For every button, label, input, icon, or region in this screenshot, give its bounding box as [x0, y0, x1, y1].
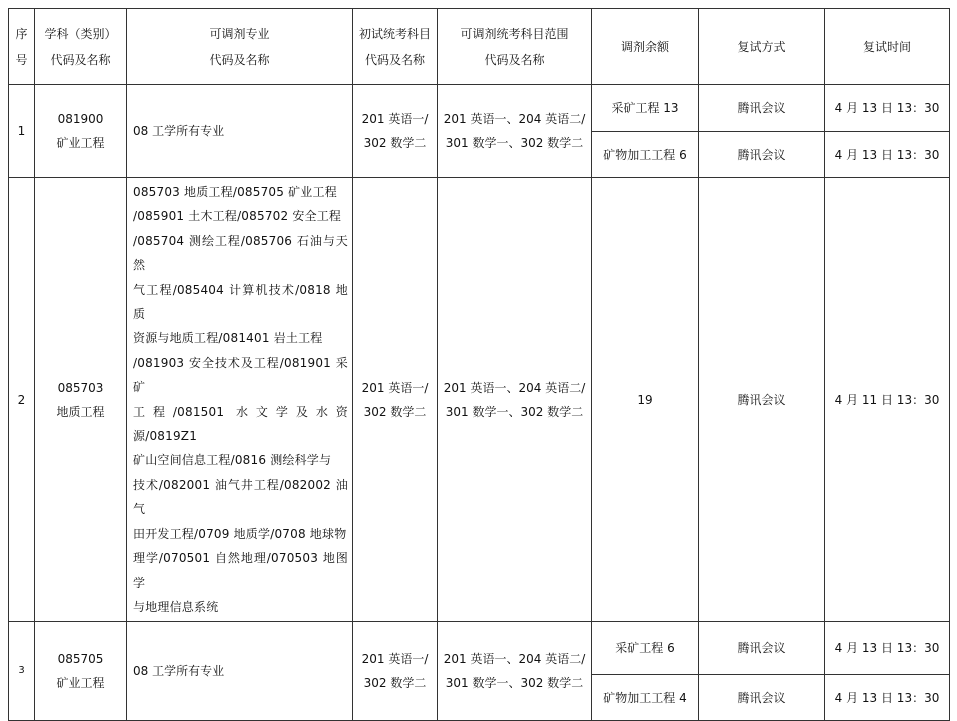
row-discipline: 081900 矿业工程 [35, 85, 127, 178]
row-discipline: 085703 地质工程 [35, 178, 127, 622]
header-adjust-subject-range: 可调剂统考科目范围 代码及名称 [438, 9, 592, 85]
row-seq: 1 [9, 85, 35, 178]
header-adjust-major: 可调剂专业 代码及名称 [127, 9, 353, 85]
row-time: 4 月 13 日 13：30 [825, 85, 950, 132]
row-method: 腾讯会议 [699, 132, 825, 178]
row-adjust-major-list: 085703 地质工程/085705 矿业工程 /085901 土木工程/085702 安全工程 /085704 测绘工程/085706 石油与天然 气工程/085404 计算机技术/0818 地质 资源与地质工程/081401 岩土工程 /081903 安全技术及工程/081901 采矿 工程/081501 水文学及水资源/0819Z1 矿山空间信息工程/0816 测绘科学与 技术/082001 油气井工程/082002 油气 田开发工程/0709 地质学/0708 地球物 理学/070501 自然地理/070503 地图学 与地理信息系统 [127, 178, 353, 622]
row-exam-subjects: 201 英语一/ 302 数学二 [353, 622, 438, 721]
row-quota: 采矿工程 6 [592, 622, 699, 675]
row-quota: 19 [592, 178, 699, 622]
row-seq: 3 [9, 622, 35, 721]
row-time: 4 月 13 日 13：30 [825, 675, 950, 721]
header-time: 复试时间 [825, 9, 950, 85]
row-quota: 矿物加工工程 4 [592, 675, 699, 721]
header-seq: 序 号 [9, 9, 35, 85]
header-discipline: 学科（类别） 代码及名称 [35, 9, 127, 85]
row-adjust-major: 08 工学所有专业 [127, 622, 353, 721]
row-adjust-subject-range: 201 英语一、204 英语二/ 301 数学一、302 数学二 [438, 622, 592, 721]
header-row [9, 9, 950, 85]
row-exam-subjects: 201 英语一/ 302 数学二 [353, 178, 438, 622]
row-adjust-subject-range: 201 英语一、204 英语二/ 301 数学一、302 数学二 [438, 85, 592, 178]
table-row [9, 178, 950, 622]
row-quota: 矿物加工工程 6 [592, 132, 699, 178]
row-method: 腾讯会议 [699, 622, 825, 675]
row-discipline: 085705 矿业工程 [35, 622, 127, 721]
row-adjust-major: 08 工学所有专业 [127, 85, 353, 178]
header-exam-subjects: 初试统考科目 代码及名称 [353, 9, 438, 85]
header-method: 复试方式 [699, 9, 825, 85]
row-exam-subjects: 201 英语一/ 302 数学二 [353, 85, 438, 178]
row-method: 腾讯会议 [699, 85, 825, 132]
header-quota: 调剂余额 [592, 9, 699, 85]
row-time: 4 月 13 日 13：30 [825, 132, 950, 178]
row-adjust-subject-range: 201 英语一、204 英语二/ 301 数学一、302 数学二 [438, 178, 592, 622]
row-time: 4 月 11 日 13：30 [825, 178, 950, 622]
table-row [9, 622, 950, 675]
row-method: 腾讯会议 [699, 178, 825, 622]
row-time: 4 月 13 日 13：30 [825, 622, 950, 675]
row-method: 腾讯会议 [699, 675, 825, 721]
table-row [9, 85, 950, 132]
row-quota: 采矿工程 13 [592, 85, 699, 132]
adjustment-table [8, 8, 950, 721]
row-seq: 2 [9, 178, 35, 622]
